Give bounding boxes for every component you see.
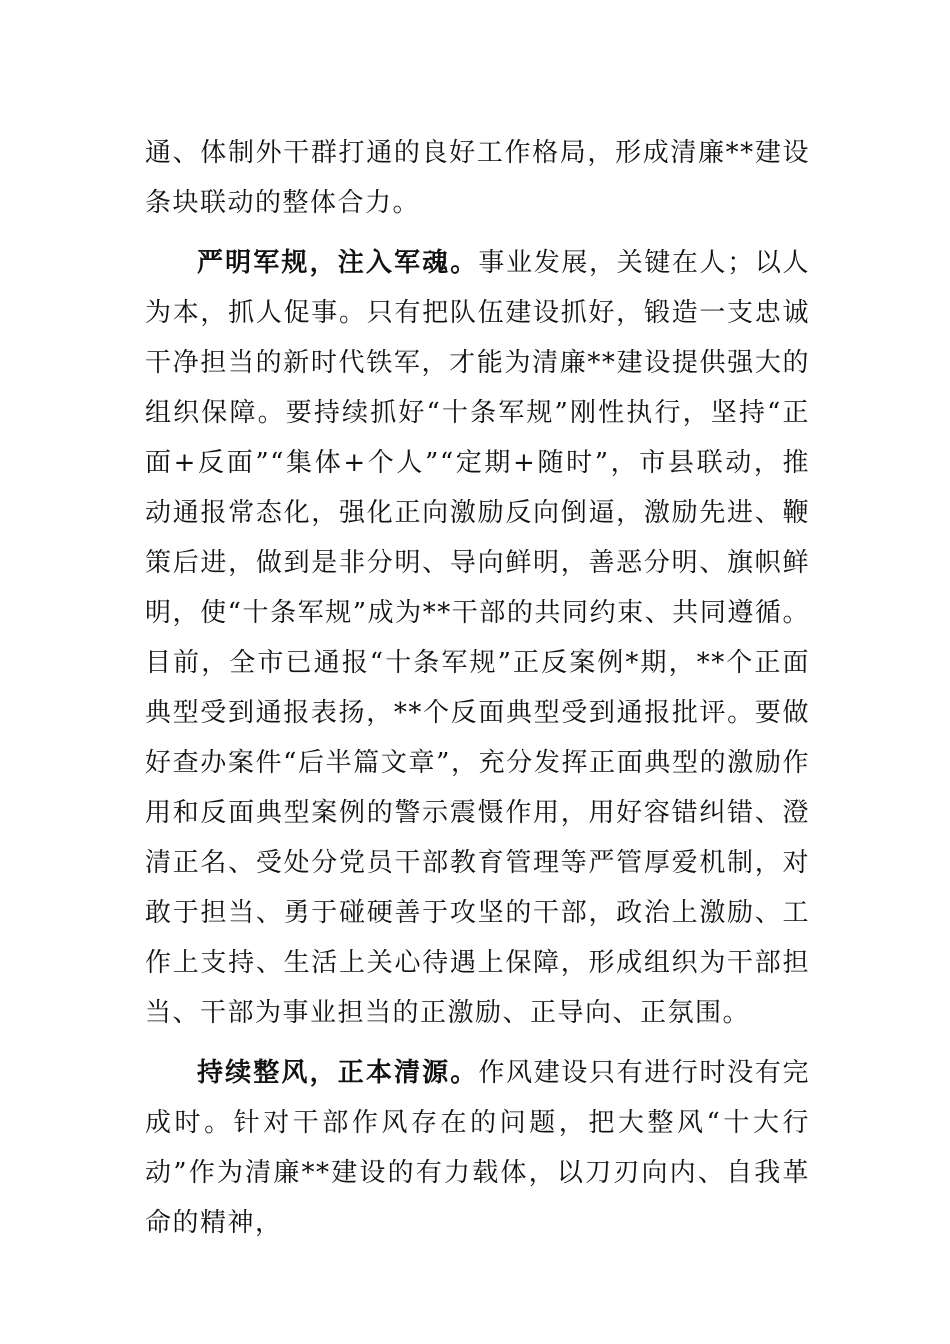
paragraph-lead-heading: 严明军规，注入军魂。 bbox=[197, 248, 479, 278]
paragraph-text: 作风建设只有进行时没有完成时。针对干部作风存在的问题，把大整风“十大行动”作为清廉**建设的有力载体，以刀刃向内、自我革命的精神， bbox=[145, 1058, 810, 1238]
document-body bbox=[145, 128, 810, 1258]
paragraph-text: 通、体制外干群打通的良好工作格局，形成清廉**建设条块联动的整体合力。 bbox=[145, 138, 810, 218]
paragraph-continuation bbox=[145, 128, 810, 228]
paragraph-discipline bbox=[145, 238, 810, 1038]
paragraph-lead-heading: 持续整风，正本清源。 bbox=[197, 1058, 479, 1088]
paragraph-text: 事业发展，关键在人；以人为本，抓人促事。只有把队伍建设抓好，锻造一支忠诚干净担当的新时代铁军，才能为清廉**建设提供强大的组织保障。要持续抓好“十条军规”刚性执行，坚持“正面+反面”“集体+个人”“定期+随时”，市县联动，推动通报常态化，强化正向激励反向倒逼，激励先进、鞭策后进，做到是非分明、导向鲜明，善恶分明、旗帜鲜明，使“十条军规”成为**干部的共同约束、共同遵循。目前，全市已通报“十条军规”正反案例*期，**个正面典型受到通报表扬，**个反面典型受到通报批评。要做好查办案件“后半篇文章”，充分发挥正面典型的激励作用和反面典型案例的警示震慑作用，用好容错纠错、澄清正名、受处分党员干部教育管理等严管厚爱机制，对敢于担当、勇于碰硬善于攻坚的干部，政治上激励、工作上支持、生活上关心待遇上保障，形成组织为干部担当、干部为事业担当的正激励、正导向、正氛围。 bbox=[145, 248, 810, 1028]
paragraph-rectification bbox=[145, 1048, 810, 1248]
